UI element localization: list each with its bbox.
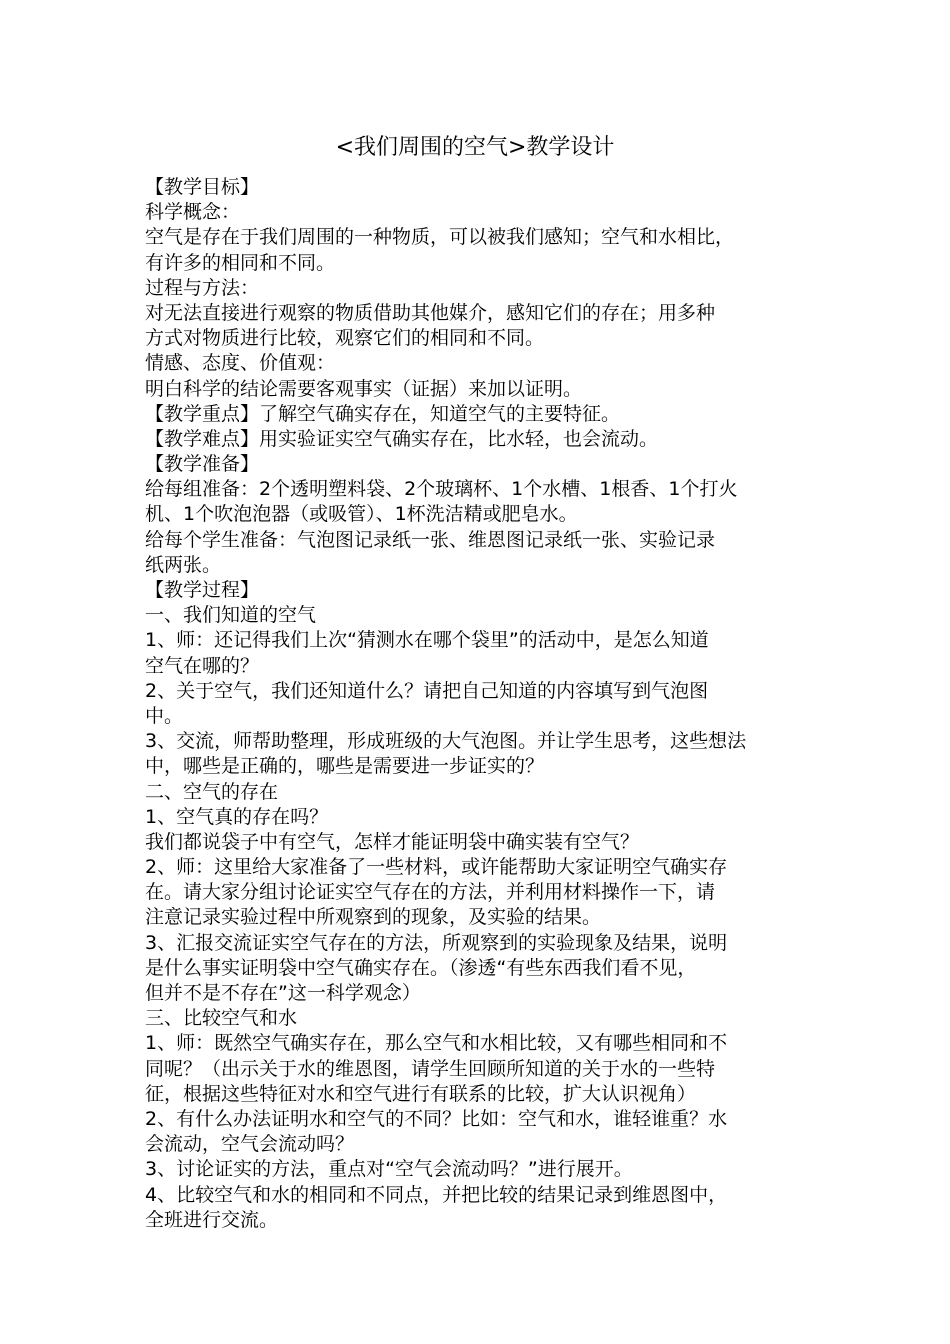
document-line: 同呢？（出示关于水的维恩图，请学生回顾所知道的关于水的一些特 <box>145 1057 716 1080</box>
document-line: 给每个学生准备：气泡图记录纸一张、维恩图记录纸一张、实验记录 <box>145 528 716 551</box>
document-line: 1、师：既然空气确实存在，那么空气和水相比较，又有哪些相同和不 <box>145 1032 728 1055</box>
document-line: 我们都说袋子中有空气，怎样才能证明袋中确实装有空气？ <box>145 830 640 853</box>
document-line: 会流动，空气会流动吗？ <box>145 1133 355 1156</box>
document-line: 空气在哪的？ <box>145 654 260 677</box>
document-line: 纸两张。 <box>145 553 222 576</box>
document-line: 2、关于空气，我们还知道什么？请把自己知道的内容填写到气泡图 <box>145 679 709 702</box>
document-line: 明白科学的结论需要客观事实（证据）来加以证明。 <box>145 377 583 400</box>
document-line: 注意记录实验过程中所观察到的现象，及实验的结果。 <box>145 906 602 929</box>
document-line: 【教学过程】 <box>145 579 260 601</box>
document-line: 有许多的相同和不同。 <box>145 251 336 274</box>
document-line: 3、交流，师帮助整理，形成班级的大气泡图。并让学生思考，这些想法 <box>145 730 747 753</box>
document-line: 【教学准备】 <box>145 453 260 476</box>
document-line: 科学概念： <box>145 201 241 224</box>
document-line: 【教学重点】了解空气确实存在，知道空气的主要特征。 <box>145 402 621 425</box>
document-line: 中，哪些是正确的，哪些是需要进一步证实的？ <box>145 755 545 778</box>
document-line: 给每组准备：2个透明塑料袋、2个玻璃杯、1个水槽、1根香、1个打火 <box>145 478 738 501</box>
document-line: 3、汇报交流证实空气存在的方法，所观察到的实验现象及结果，说明 <box>145 931 728 954</box>
document-line: 1、空气真的存在吗？ <box>145 805 329 828</box>
document-line: 4、比较空气和水的相同和不同点，并把比较的结果记录到维恩图中， <box>145 1183 728 1206</box>
document-line: 一、我们知道的空气 <box>145 604 317 627</box>
document-line: 3、讨论证实的方法，重点对“空气会流动吗？”进行展开。 <box>145 1158 633 1181</box>
document-line: 在。请大家分组讨论证实空气存在的方法，并利用材料操作一下，请 <box>145 881 716 904</box>
document-line: 2、师：这里给大家准备了一些材料，或许能帮助大家证明空气确实存 <box>145 856 728 879</box>
document-line: 全班进行交流。 <box>145 1208 279 1231</box>
document-line: 二、空气的存在 <box>145 780 279 803</box>
document-line: 方式对物质进行比较，观察它们的相同和不同。 <box>145 327 545 350</box>
document-line: 过程与方法： <box>145 276 260 299</box>
document-line: 2、有什么办法证明水和空气的不同？比如：空气和水，谁轻谁重？水 <box>145 1107 728 1130</box>
document-line: 1、师：还记得我们上次“猜测水在哪个袋里”的活动中，是怎么知道 <box>145 629 709 652</box>
document-line: 对无法直接进行观察的物质借助其他媒介，感知它们的存在；用多种 <box>145 301 716 324</box>
document-line: 空气是存在于我们周围的一种物质，可以被我们感知；空气和水相比， <box>145 226 735 249</box>
document-body <box>145 175 813 1233</box>
document-line: 三、比较空气和水 <box>145 1007 298 1030</box>
document-line: 但并不是不存在”这一科学观念） <box>145 982 421 1004</box>
document-line: 机、1个吹泡泡器（或吸管）、1杯洗洁精或肥皂水。 <box>145 503 578 526</box>
document-line: 【教学难点】用实验证实空气确实存在，比水轻，也会流动。 <box>145 427 659 450</box>
document-line: 是什么事实证明袋中空气确实存在。（渗透“有些东西我们看不见， <box>145 956 697 979</box>
document-line: 中。 <box>145 704 184 727</box>
document-line: 情感、态度、价值观： <box>145 352 336 375</box>
document-title: <我们周围的空气>教学设计 <box>335 135 615 160</box>
document-line: 征，根据这些特征对水和空气进行有联系的比较，扩大认识视角） <box>145 1082 697 1105</box>
document-line: 【教学目标】 <box>145 176 260 198</box>
